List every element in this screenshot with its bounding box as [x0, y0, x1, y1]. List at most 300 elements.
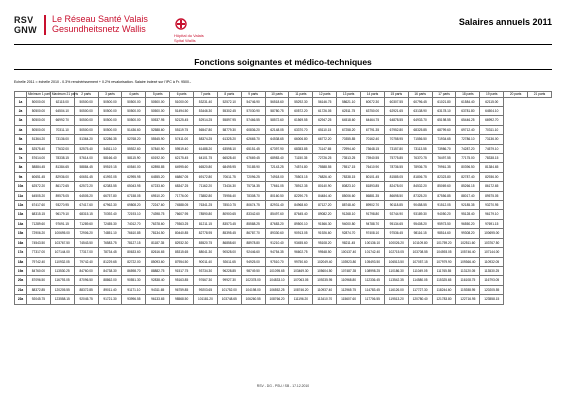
salary-cell: 66992.70: [50, 116, 74, 125]
salary-cell: 62383.55: [98, 182, 122, 191]
salary-cell: 101752.00: [217, 285, 241, 294]
salary-cell: 66006.80: [289, 135, 313, 144]
salary-cell: 88748.40: [337, 201, 361, 210]
salary-cell: 87096.50: [74, 276, 98, 285]
salary-cell: 104833.10: [265, 276, 289, 285]
salary-cell: 71934.65: [432, 135, 456, 144]
salary-cell: 101095.65: [265, 266, 289, 275]
salary-cell: 91268.10: [337, 210, 361, 219]
salary-cell: 70758.95: [384, 135, 408, 144]
salary-cell: 50500.00: [27, 125, 51, 134]
salary-cell: 52572.10: [217, 97, 241, 106]
parts-header: 13 parts: [337, 92, 361, 98]
salary-cell: 63781.80: [456, 107, 480, 116]
salary-cell: 76410.90: [361, 163, 385, 172]
salary-cell: 72906.20: [74, 229, 98, 238]
salary-cell: 111196.20: [289, 295, 313, 304]
table-row: [15, 144, 552, 153]
table-row: [15, 172, 552, 181]
salary-cell: 52286.35: [98, 135, 122, 144]
salary-cell: 85588.25: [241, 219, 265, 228]
salary-cell: 95108.20: [313, 238, 337, 247]
salary-cell: 68495.95: [217, 163, 241, 172]
salary-cell: 107487.35: [337, 266, 361, 275]
salary-cell: 64504.10: [480, 107, 504, 116]
salary-cell: 55922.60: [122, 144, 146, 153]
salary-cell: 57411.00: [170, 135, 194, 144]
salary-cell: 62995.95: [122, 172, 146, 181]
salary-cell: 100026.20: [384, 238, 408, 247]
salary-cell: 96179.10: [50, 210, 74, 219]
salary-cell: 71150.35: [289, 154, 313, 163]
salary-cell: 64505.20: [74, 191, 98, 200]
salary-cell: 93270.95: [480, 201, 504, 210]
table-row: [15, 201, 552, 210]
salary-cell: 86172.65: [50, 182, 74, 191]
salary-cell: 58115.90: [122, 154, 146, 163]
salary-cell: 69172.80: [194, 172, 218, 181]
salary-cell: 96228.85: [217, 266, 241, 275]
table-row: [15, 257, 552, 266]
salary-cell: 112336.45: [361, 276, 385, 285]
parts-header: 16 parts: [408, 92, 432, 98]
salary-cell: 72994.40: [337, 144, 361, 153]
salary-cell: 60072.30: [361, 97, 385, 106]
subtitle-rule: [14, 69, 552, 70]
salary-cell: 50500.00: [146, 97, 170, 106]
salary-cell: 59519.40: [170, 144, 194, 153]
salary-cell: 65446.25: [456, 116, 480, 125]
salary-cell: 101742.40: [361, 248, 385, 257]
salary-cell: 68353.85: [289, 144, 313, 153]
salary-cell: 92874.70: [337, 229, 361, 238]
salary-cell: 113530.25: [50, 266, 74, 275]
salary-class-label: 6a: [15, 144, 27, 153]
salary-cell: 110186.30: [384, 266, 408, 275]
salary-cell: 72906.20: [27, 229, 51, 238]
salary-cell: 89011.40: [98, 285, 122, 294]
salary-cell: 62898.85: [146, 163, 170, 172]
salary-cell: 65198.55: [432, 116, 456, 125]
salary-cell: 86172.65: [480, 182, 504, 191]
salary-cell: 66757.80: [98, 191, 122, 200]
salary-cell: 75734.35: [241, 182, 265, 191]
parts-header: 3 parts: [98, 92, 122, 98]
salary-cell: 80140.90: [313, 182, 337, 191]
salary-cell: 116793.05: [50, 276, 74, 285]
salary-cell: 108746.20: [289, 285, 313, 294]
parts-header: 7 parts: [194, 92, 218, 98]
salary-cell: 86598.70: [122, 266, 146, 275]
salary-cell: 96179.10: [480, 210, 504, 219]
salary-cell: 75588.55: [313, 163, 337, 172]
salary-cell: 114783.45: [361, 285, 385, 294]
salary-cell: 74574.80: [289, 163, 313, 172]
salary-cell: 89575.05: [50, 191, 74, 200]
salary-cell: 58780.75: [265, 107, 289, 116]
salary-cell: 65110.15: [313, 125, 337, 134]
salary-cell: 119513.20: [384, 295, 408, 304]
salary-cell: 78134.50: [146, 229, 170, 238]
salary-cell: 98568.50: [170, 295, 194, 304]
salary-cell: 56146.75: [313, 97, 337, 106]
salary-cell: 99308.20: [456, 229, 480, 238]
salary-cell: 50500.00: [122, 97, 146, 106]
salary-cell: 76583.75: [98, 238, 122, 247]
parts-header: 21 parts: [528, 92, 552, 98]
salary-cell: 68799.60: [432, 125, 456, 134]
salary-cell: 93270.95: [50, 201, 74, 210]
salary-cell: 67233.60: [146, 182, 170, 191]
salary-cell: 109235.95: [313, 276, 337, 285]
salary-cell: 52575.40: [74, 144, 98, 153]
salary-cell: 55292.30: [289, 97, 313, 106]
parts-header: 4 parts: [122, 92, 146, 98]
salary-cell: 107057.15: [408, 257, 432, 266]
salary-cell: 91798.80: [361, 210, 385, 219]
salary-cell: 87683.20: [265, 219, 289, 228]
salary-cell: 51364.20: [27, 135, 51, 144]
salary-cell: 50500.00: [98, 97, 122, 106]
salary-cell: 79742.40: [27, 257, 51, 266]
salary-class-label: 13a: [15, 210, 27, 219]
salary-cell: 84532.20: [408, 182, 432, 191]
salary-cell: 107979.90: [432, 257, 456, 266]
salary-cell: 69712.40: [456, 125, 480, 134]
salary-cell: 84484.40: [313, 191, 337, 200]
salary-cell: 66772.20: [313, 135, 337, 144]
salary-cell: 51000.00: [170, 97, 194, 106]
salary-cell: 76378.60: [146, 219, 170, 228]
salary-cell: 82787.40: [456, 172, 480, 181]
salary-cell: 103767.50: [480, 238, 504, 247]
salary-cell: 50537.95: [146, 116, 170, 125]
salary-cell: 94788.70: [361, 219, 385, 228]
salary-cell: 74398.75: [146, 210, 170, 219]
salary-cell: 67258.20: [337, 125, 361, 134]
salary-cell: 70355.85: [337, 135, 361, 144]
table-row: [15, 210, 552, 219]
salary-cell: 66520.80: [194, 163, 218, 172]
salary-cell: 50500.00: [74, 107, 98, 116]
salary-cell: 73882.80: [194, 191, 218, 200]
salary-cell: 63178.10: [432, 107, 456, 116]
salary-cell: 65043.95: [122, 182, 146, 191]
salary-cell: 119288.95: [456, 285, 480, 294]
salary-cell: 120780.40: [408, 295, 432, 304]
salary-cell: 79742.40: [74, 257, 98, 266]
salary-cell: 86881.35: [361, 191, 385, 200]
salary-cell: 61021.80: [432, 97, 456, 106]
salary-cell: 50500.00: [122, 107, 146, 116]
salary-cell: 73136.00: [480, 135, 504, 144]
salary-cell: 91517.75: [170, 266, 194, 275]
salary-cell: 92744.90: [384, 210, 408, 219]
salary-cell: 116126.00: [384, 285, 408, 294]
salary-cell: 105493.50: [361, 257, 385, 266]
salary-class-label: 22a: [15, 295, 27, 304]
salary-cell: 85520.75: [194, 238, 218, 247]
parts-header: 6 parts: [170, 92, 194, 98]
parts-header: 20 parts: [504, 92, 528, 98]
salary-cell: 82616.65: [146, 248, 170, 257]
salary-cell: 66528.40: [217, 154, 241, 163]
salary-cell: 63370.70: [289, 125, 313, 134]
salary-cell: 88017.40: [456, 191, 480, 200]
salary-cell: 74543.50: [27, 238, 51, 247]
salary-class-label: 3a: [15, 116, 27, 125]
salary-cell: 85315.65: [170, 248, 194, 257]
salary-cell: 80160.50: [265, 191, 289, 200]
salary-cell: 53446.30: [194, 107, 218, 116]
salary-cell: 87096.50: [27, 276, 51, 285]
salary-cell: 50500.00: [98, 107, 122, 116]
salary-cell: 74287.20: [456, 144, 480, 153]
salary-cell: 89330.60: [265, 229, 289, 238]
salary-cell: 100137.40: [337, 248, 361, 257]
salary-cell: 62175.45: [170, 154, 194, 163]
salary-class-label: 19a: [15, 266, 27, 275]
salary-cell: 76497.55: [432, 154, 456, 163]
salary-cell: 82478.00: [384, 182, 408, 191]
salary-cell: 66867.05: [170, 172, 194, 181]
salary-cell: 62115.00: [480, 97, 504, 106]
parts-header: 17 parts: [432, 92, 456, 98]
salary-cell: 90551.30: [122, 276, 146, 285]
salary-cell: 50500.00: [74, 125, 98, 134]
salary-cell: 116108.75: [456, 276, 480, 285]
salary-cell: 82936.00: [50, 172, 74, 181]
salary-cell: 81893.85: [361, 182, 385, 191]
salary-cell: 84968.60: [289, 201, 313, 210]
salary-cell: 90011.40: [194, 257, 218, 266]
salary-cell: 73513.25: [337, 154, 361, 163]
salary-cell: 72247.60: [146, 201, 170, 210]
salary-cell: 99548.50: [313, 248, 337, 257]
salary-cell: 74543.50: [74, 238, 98, 247]
salary-cell: 94000.80: [337, 219, 361, 228]
salary-cell: 70311.10: [50, 125, 74, 134]
salary-cell: 102511.60: [456, 238, 480, 247]
salary-cell: 86698.50: [384, 191, 408, 200]
salary-cell: 78510.75: [217, 201, 241, 210]
salary-cell: 94050.20: [432, 210, 456, 219]
salary-cell: 87954.50: [170, 257, 194, 266]
salary-cell: 97536.45: [384, 229, 408, 238]
salary-cell: 89082.20: [313, 210, 337, 219]
salary-cell: 95163.85: [170, 276, 194, 285]
salary-cell: 61325.20: [217, 135, 241, 144]
salary-cell: 103708.55: [408, 248, 432, 257]
salary-cell: 80633.60: [122, 248, 146, 257]
salary-cell: 70185.90: [241, 163, 265, 172]
salary-cell: 105604.50: [313, 266, 337, 275]
salary-cell: 110968.80: [337, 276, 361, 285]
salary-cell: 80674.75: [241, 201, 265, 210]
salary-class-label: 4a: [15, 125, 27, 134]
salary-cell: 109366.40: [456, 257, 480, 266]
salary-cell: 85093.60: [146, 257, 170, 266]
salary-cell: 97691.15: [50, 219, 74, 228]
salary-cell: 91721.30: [98, 295, 122, 304]
salary-cell: 72193.10: [122, 210, 146, 219]
salary-cell: 91566.30: [313, 219, 337, 228]
salary-cell: 71556.50: [408, 135, 432, 144]
salary-cell: 81384.65: [50, 163, 74, 172]
salary-cell: 62665.70: [241, 135, 265, 144]
salary-cell: 82722.00: [122, 257, 146, 266]
salary-cell: 76607.95: [170, 210, 194, 219]
salary-cell: 71147.65: [313, 144, 337, 153]
salary-cell: 92185.35: [456, 201, 480, 210]
salary-cell: 118244.60: [432, 285, 456, 294]
salary-cell: 99927.30: [217, 276, 241, 285]
salary-cell: 64464.75: [361, 116, 385, 125]
salary-cell: 86858.60: [217, 238, 241, 247]
salary-cell: 62921.65: [384, 107, 408, 116]
salary-cell: 87556.85: [432, 191, 456, 200]
table-row: [15, 125, 552, 134]
salary-cell: 64933.70: [408, 116, 432, 125]
salary-cell: 84760.00: [74, 266, 98, 275]
salary-cell: 94311.65: [146, 285, 170, 294]
logo-divider: [44, 15, 46, 35]
salary-cell: 73136.00: [50, 135, 74, 144]
salary-cell: 71289.60: [27, 219, 51, 228]
salary-cell: 63598.10: [217, 144, 241, 153]
salary-cell: 80396.50: [456, 163, 480, 172]
salary-cell: 87645.40: [289, 210, 313, 219]
minimum-header: Minimum 1 part: [28, 92, 50, 97]
salary-cell: 64878.55: [384, 116, 408, 125]
salary-cell: 108766.20: [265, 295, 289, 304]
salary-cell: 103469.30: [289, 266, 313, 275]
parts-header: 11 parts: [289, 92, 313, 98]
salary-cell: 97667.30: [194, 276, 218, 285]
salary-cell: 96602.75: [289, 248, 313, 257]
salary-cell: 81211.15: [194, 219, 218, 228]
salary-cell: 58572.60: [265, 116, 289, 125]
salary-cell: 50500.00: [98, 116, 122, 125]
salary-class-label: 7a: [15, 154, 27, 163]
salary-cell: 51494.50: [170, 107, 194, 116]
salary-cell: 57030.90: [241, 107, 265, 116]
salary-cell: 95134.65: [384, 219, 408, 228]
salary-cell: 74588.05: [170, 201, 194, 210]
salary-cell: 74579.10: [480, 144, 504, 153]
salary-cell: 99750.60: [289, 257, 313, 266]
salary-cell: 75956.40: [217, 191, 241, 200]
salary-cell: 111049.05: [408, 266, 432, 275]
salary-cell: 85266.15: [456, 182, 480, 191]
salary-cell: 76610.85: [122, 229, 146, 238]
salary-cell: 53231.40: [194, 97, 218, 106]
salary-cell: 102715.05: [384, 248, 408, 257]
salary-cell: 97408.10: [361, 229, 385, 238]
salary-cell: 51436.60: [122, 125, 146, 134]
table-row: [15, 97, 552, 106]
salary-cell: 66992.70: [480, 116, 504, 125]
table-row: [15, 276, 552, 285]
salary-cell: 71162.20: [194, 182, 218, 191]
salary-cell: 52768.20: [122, 135, 146, 144]
salary-cell: 82932.30: [170, 238, 194, 247]
salary-cell: 107063.05: [289, 276, 313, 285]
table-row: [15, 135, 552, 144]
salary-cell: 106513.50: [384, 257, 408, 266]
salary-cell: 92045.75: [74, 295, 98, 304]
salary-class-label: 16a: [15, 238, 27, 247]
salary-cell: 69808.20: [122, 201, 146, 210]
salary-cell: 50500.00: [27, 107, 51, 116]
salary-cell: 57466.55: [241, 116, 265, 125]
salary-cell: 80823.10: [337, 182, 361, 191]
salary-cell: 100695.00: [50, 229, 74, 238]
salary-cell: 78338.15: [50, 154, 74, 163]
salary-cell: 60796.45: [408, 97, 432, 106]
salary-cell: 55302.45: [217, 107, 241, 116]
hopital-name: Hôpital du Valais Spital Wallis: [174, 33, 204, 43]
salary-cell: 62572.20: [27, 182, 51, 191]
salary-cell: 57614.00: [27, 154, 51, 163]
salary-cell: 58884.45: [74, 163, 98, 172]
salary-cell: 78338.15: [480, 154, 504, 163]
salary-class-label: 18a: [15, 257, 27, 266]
salary-cell: 57840.90: [146, 144, 170, 153]
salary-cell: 78338.15: [337, 172, 361, 181]
salary-cell: 85069.60: [432, 182, 456, 191]
salary-cell: 61992.05: [98, 172, 122, 181]
salary-cell: 74918.00: [265, 172, 289, 181]
salary-cell: 70392.40: [98, 210, 122, 219]
rsv-logo-text: RSV GNW: [14, 15, 37, 35]
salary-cell: 107144.00: [50, 248, 74, 257]
salary-cell: 77175.00: [456, 154, 480, 163]
salary-cell: 79363.25: [170, 219, 194, 228]
salary-cell: 82936.00: [480, 172, 504, 181]
salary-cell: 112965.75: [337, 285, 361, 294]
salary-class-label: 8a: [15, 163, 27, 172]
salary-cell: 88862.00: [98, 276, 122, 285]
parts-header: 12 parts: [313, 92, 337, 98]
salary-cell: 58166.40: [98, 154, 122, 163]
salary-cell: 60836.20: [241, 125, 265, 134]
salary-cell: 76341.25: [194, 201, 218, 210]
salary-cell: 69510.20: [146, 191, 170, 200]
salary-class-label: 5a: [15, 135, 27, 144]
salary-cell: 72455.30: [98, 219, 122, 228]
salary-cell: 72726.25: [313, 154, 337, 163]
salary-cell: 101181.20: [194, 295, 218, 304]
salary-cell: 89500.10: [289, 219, 313, 228]
salary-cell: 98211.45: [337, 238, 361, 247]
salary-cell: 90528.00: [217, 248, 241, 257]
salary-cell: 60540.00: [122, 163, 146, 172]
salary-cell: 111765.55: [432, 266, 456, 275]
salary-cell: 60192.00: [146, 154, 170, 163]
salary-cell: 60651.45: [74, 172, 98, 181]
salary-cell: 50500.00: [74, 97, 98, 106]
table-row: [15, 154, 552, 163]
salary-cell: 122716.95: [456, 295, 480, 304]
salary-cell: 68315.15: [27, 210, 51, 219]
salary-cell: 50500.00: [98, 125, 122, 134]
salary-cell: 113410.70: [313, 295, 337, 304]
salary-cell: 92838.40: [146, 276, 170, 285]
salary-cell: 78734.45: [98, 248, 122, 257]
salary-cell: 62572.20: [74, 182, 98, 191]
salary-class-label: 9a: [15, 172, 27, 181]
